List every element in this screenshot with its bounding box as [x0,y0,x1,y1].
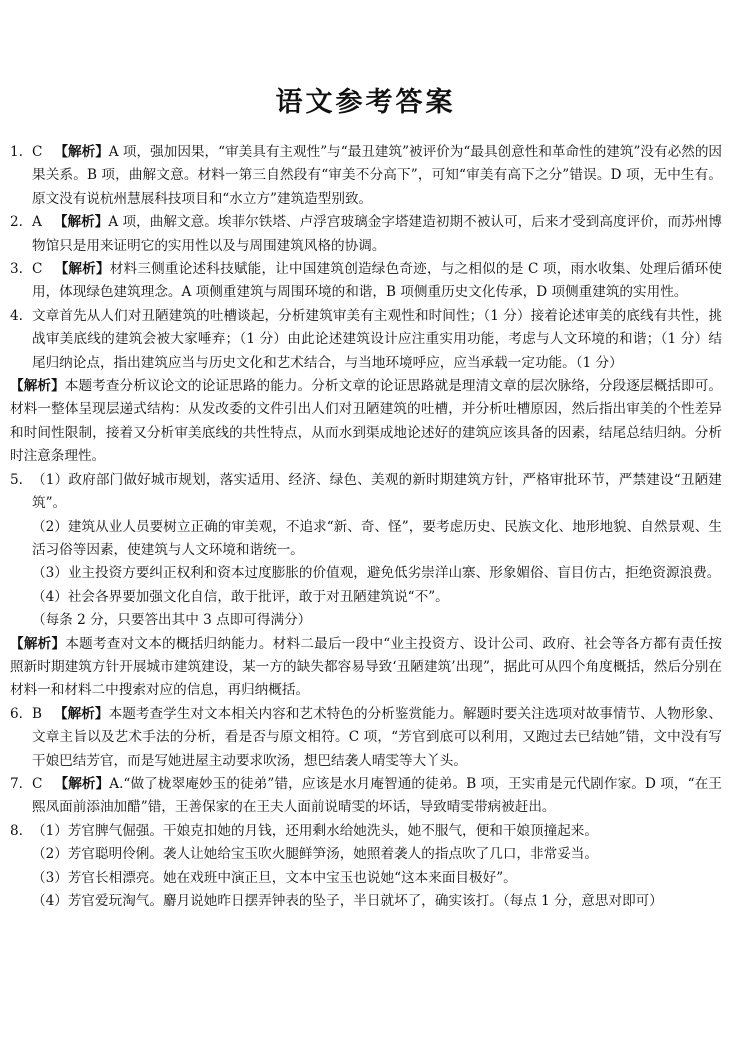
analysis-tag: 【解析】 [10,635,66,652]
answer-item-2 [10,211,722,258]
answer-item-6 [10,703,722,773]
item-number: 3. [10,261,23,278]
answer-item-3 [10,258,722,305]
sub-point: （4）社会各界要加强文化自信，敢于批评，敢于对丑陋建筑说“不”。 [32,588,449,605]
item-number: 1. [10,144,23,160]
sub-point: （4）芳官爱玩淘气。麝月说她昨日摆弄钟表的坠子，半日就坏了，确实该打。（每点 1 分，意思对即可） [32,893,663,909]
analysis-text: 本题考查对文本的概括归纳能力。材料二最后一段中“业主投资方、设计公司、政府、社会等各方都有责任按照新时期建筑方针开展城市建筑建设，某一方的缺失都容易导致‘丑陋建筑’出现”，据此可从四个角度概括，然后分别在材料一和材料二中搜索对应的信息，再归纳概括。 [10,635,723,699]
answer-item-8 [10,820,722,843]
sub-point: （2）芳官聪明伶俐。袭人让她给宝玉吹火腿鲜笋汤，她照着袭人的指点吹了几口，非常妥当。 [32,846,598,863]
analysis-text: 本题考查分析议论文的论证思路的能力。分析文章的论证思路就是理清文章的层次脉络，分段逐层概括即可。材料一整体呈现层递式结构：从发改委的文件引出人们对丑陋建筑的吐槽，并分析吐槽原因，然后指出审美的个性差异和时间性限制，接着又分析审美底线的共性特点，从而水到渠成地论述好的建筑应该具备的因素，结尾总结归纳。分析时注意条理性。 [10,378,723,465]
sub-point: （2）建筑从业人员要树立正确的审美观，不追求“新、奇、怪”，要考虑历史、民族文化、地形地貌、自然景观、生活习俗等因素，使建筑与人文环境和谐统一。 [32,518,722,558]
item-number: 2. [10,214,23,231]
analysis-tag: 【解析】 [53,214,109,231]
item-number: 5. [10,471,23,488]
analysis-text: 本题考查学生对文本相关内容和艺术特色的分析鉴赏能力。解题时要关注选项对故事情节、人物形象、文章主旨以及艺术手法的分析，看是否与原文相符。C 项，“芳官到底可以利用，又跑过去已结她”错，文中没有写干娘巴结芳官，而是写她进屋主动要求吹汤，想巴结袭人晴雯等大丫头。 [32,705,723,769]
answer-choice: C [32,144,43,160]
analysis-text: 材料三侧重论述科技赋能，让中国建筑创造绿色奇迹，与之相似的是 C 项，雨水收集、处理后循环使用，体现绿色建筑理念。A 项侧重建筑与周围环境的和谐，B 项侧重历史文化传承，D 项侧重建筑的实用性。 [32,261,722,301]
analysis-tag: 【解析】 [54,705,109,722]
item-number: 4. [10,307,23,324]
answer-text: 文章首先从人们对丑陋建筑的吐槽谈起，分析建筑审美有主观性和时间性；（1 分）接着论述审美的底线有共性，挑战审美底线的建筑会被大家唾弃；（1 分）由此论述建筑设计应注重实用功能，考虑与人文环境的和谐；（1 分）结尾归纳论点，指出建筑应当与历史文化和艺术结合，与当地环境呼应，应当承载一定功能。（1 分） [32,307,722,371]
answer-choice: C [32,775,43,792]
answer-item-4 [10,305,722,375]
analysis-tag: 【解析】 [54,775,110,792]
sub-point: （3）芳官长相漂亮。她在戏班中演正旦，文本中宝玉也说她“这本来面目极好”。 [32,869,517,886]
answer-item-7 [10,773,722,820]
answer-choice: A [32,214,42,231]
item-number: 6. [10,705,23,722]
answer-item-5 [10,469,722,516]
answer-item-1 [10,141,722,211]
sub-point: （1）芳官脾气倔强。干娘克扣她的月钱，还用剩水给她洗头，她不服气，便和干娘顶撞起来。 [32,822,598,839]
analysis-tag: 【解析】 [54,261,110,278]
page-title: 语文参考答案 [275,87,456,118]
sub-point: （1）政府部门做好城市规划，落实适用、经济、绿色、美观的新时期建筑方针，严格审批环节，严禁建设“丑陋建筑”。 [32,471,722,512]
item-number: 7. [10,775,23,792]
analysis-text: A.“做了栊翠庵妙玉的徒弟”错，应该是水月庵智通的徒弟。B 项，王实甫是元代剧作家。D 项，“在王熙凤面前添油加醋”错，王善保家的在王夫人面前说晴雯的坏话，导致晴雯带病被赶出。 [32,775,723,816]
analysis-tag: 【解析】 [10,378,65,395]
answer-list [10,141,722,913]
analysis-text: A 项，强加因果，“审美具有主观性”与“最丑建筑”被评价为“最具创意性和革命性的建筑”没有必然的因果关系。B 项，曲解文意。材料一第三自然段有“审美不分高下”，可知“审美有高下之分”错误。D 项，无中生有。原文没有说杭州慧展科技项目和“水立方”建筑造型别致。 [32,144,723,207]
answer-choice: C [32,261,43,278]
item-number: 8. [10,822,23,839]
analysis-text: A 项，曲解文意。埃菲尔铁塔、卢浮宫玻璃金字塔建造初期不被认可，后来才受到高度评价，而苏州博物馆只是用来证明它的实用性以及与周围建筑风格的协调。 [32,214,722,254]
analysis-tag: 【解析】 [54,144,109,160]
scoring-note: （每条 2 分，只要答出其中 3 点即可得满分） [32,612,312,629]
answer-choice: B [32,705,42,722]
sub-point: （3）业主投资方要纠正权利和资本过度膨胀的价值观，避免低劣崇洋山寨、形象媚俗、盲目仿古，拒绝资源浪费。 [32,565,721,582]
